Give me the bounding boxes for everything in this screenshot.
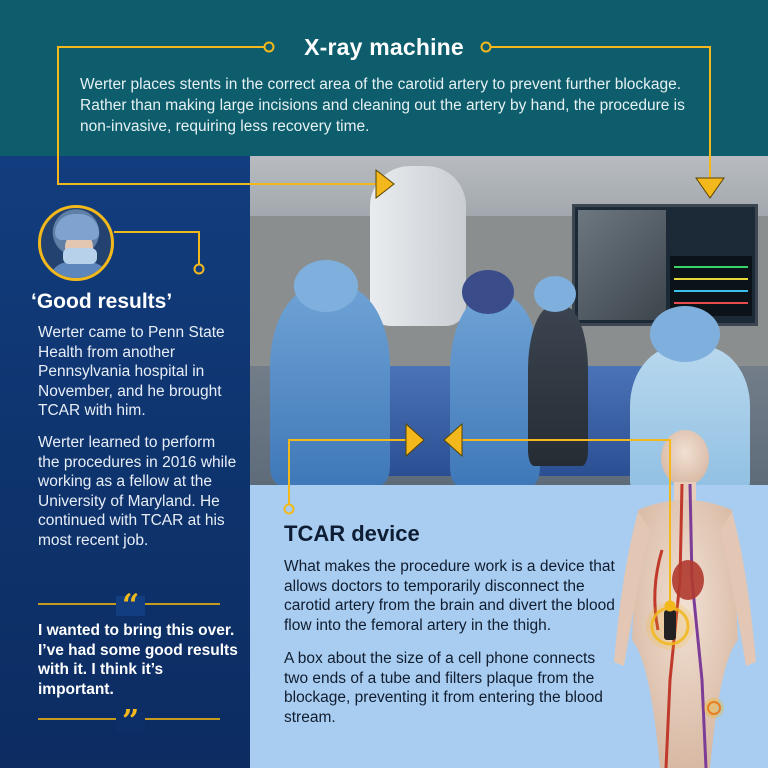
pull-quote: I wanted to bring this over. I’ve had some good results with it. I think it’s important. xyxy=(38,622,238,698)
good-results-title: ‘Good results’ xyxy=(31,290,173,313)
xray-connector-right xyxy=(486,47,710,186)
good-results-connector xyxy=(114,232,199,265)
tcar-arrow-right xyxy=(444,424,462,456)
xray-description: Werter places stents in the correct area of the carotid artery to prevent further blockage. Rather than making large incisions and cleaning out the artery by hand, the procedure is non-invasive, requiring less recovery time. xyxy=(80,76,685,135)
good-results-paragraph-1: Werter came to Penn State Health from another Pennsylvania hospital in November, and he brought TCAR with him. xyxy=(38,324,225,419)
tcar-paragraph-2: A box about the size of a cell phone connects two ends of a tube and filters plaque from the blockage, preventing it from entering the blood stream. xyxy=(284,650,603,726)
xray-arrow-right xyxy=(696,178,724,198)
tcar-connector-right xyxy=(454,440,670,602)
good-results-paragraph-2: Werter learned to perform the procedures in 2016 while working as a fellow at the University of Maryland. He continued with TCAR at his most recent job. xyxy=(38,434,237,549)
xray-arrow-left xyxy=(376,170,394,198)
xray-title: X-ray machine xyxy=(304,34,464,60)
tcar-title: TCAR device xyxy=(284,521,420,546)
open-quote-icon: “ xyxy=(116,596,145,616)
tcar-arrow-left xyxy=(406,424,424,456)
tcar-paragraph-1: What makes the procedure work is a device that allows doctors to temporarily disconnect the carotid artery from the brain and divert the blood flow into the femoral artery in the thigh. xyxy=(284,558,615,634)
tcar-connector-left xyxy=(289,440,413,505)
close-quote-icon: ” xyxy=(116,712,145,732)
xray-connector-left xyxy=(58,47,386,184)
